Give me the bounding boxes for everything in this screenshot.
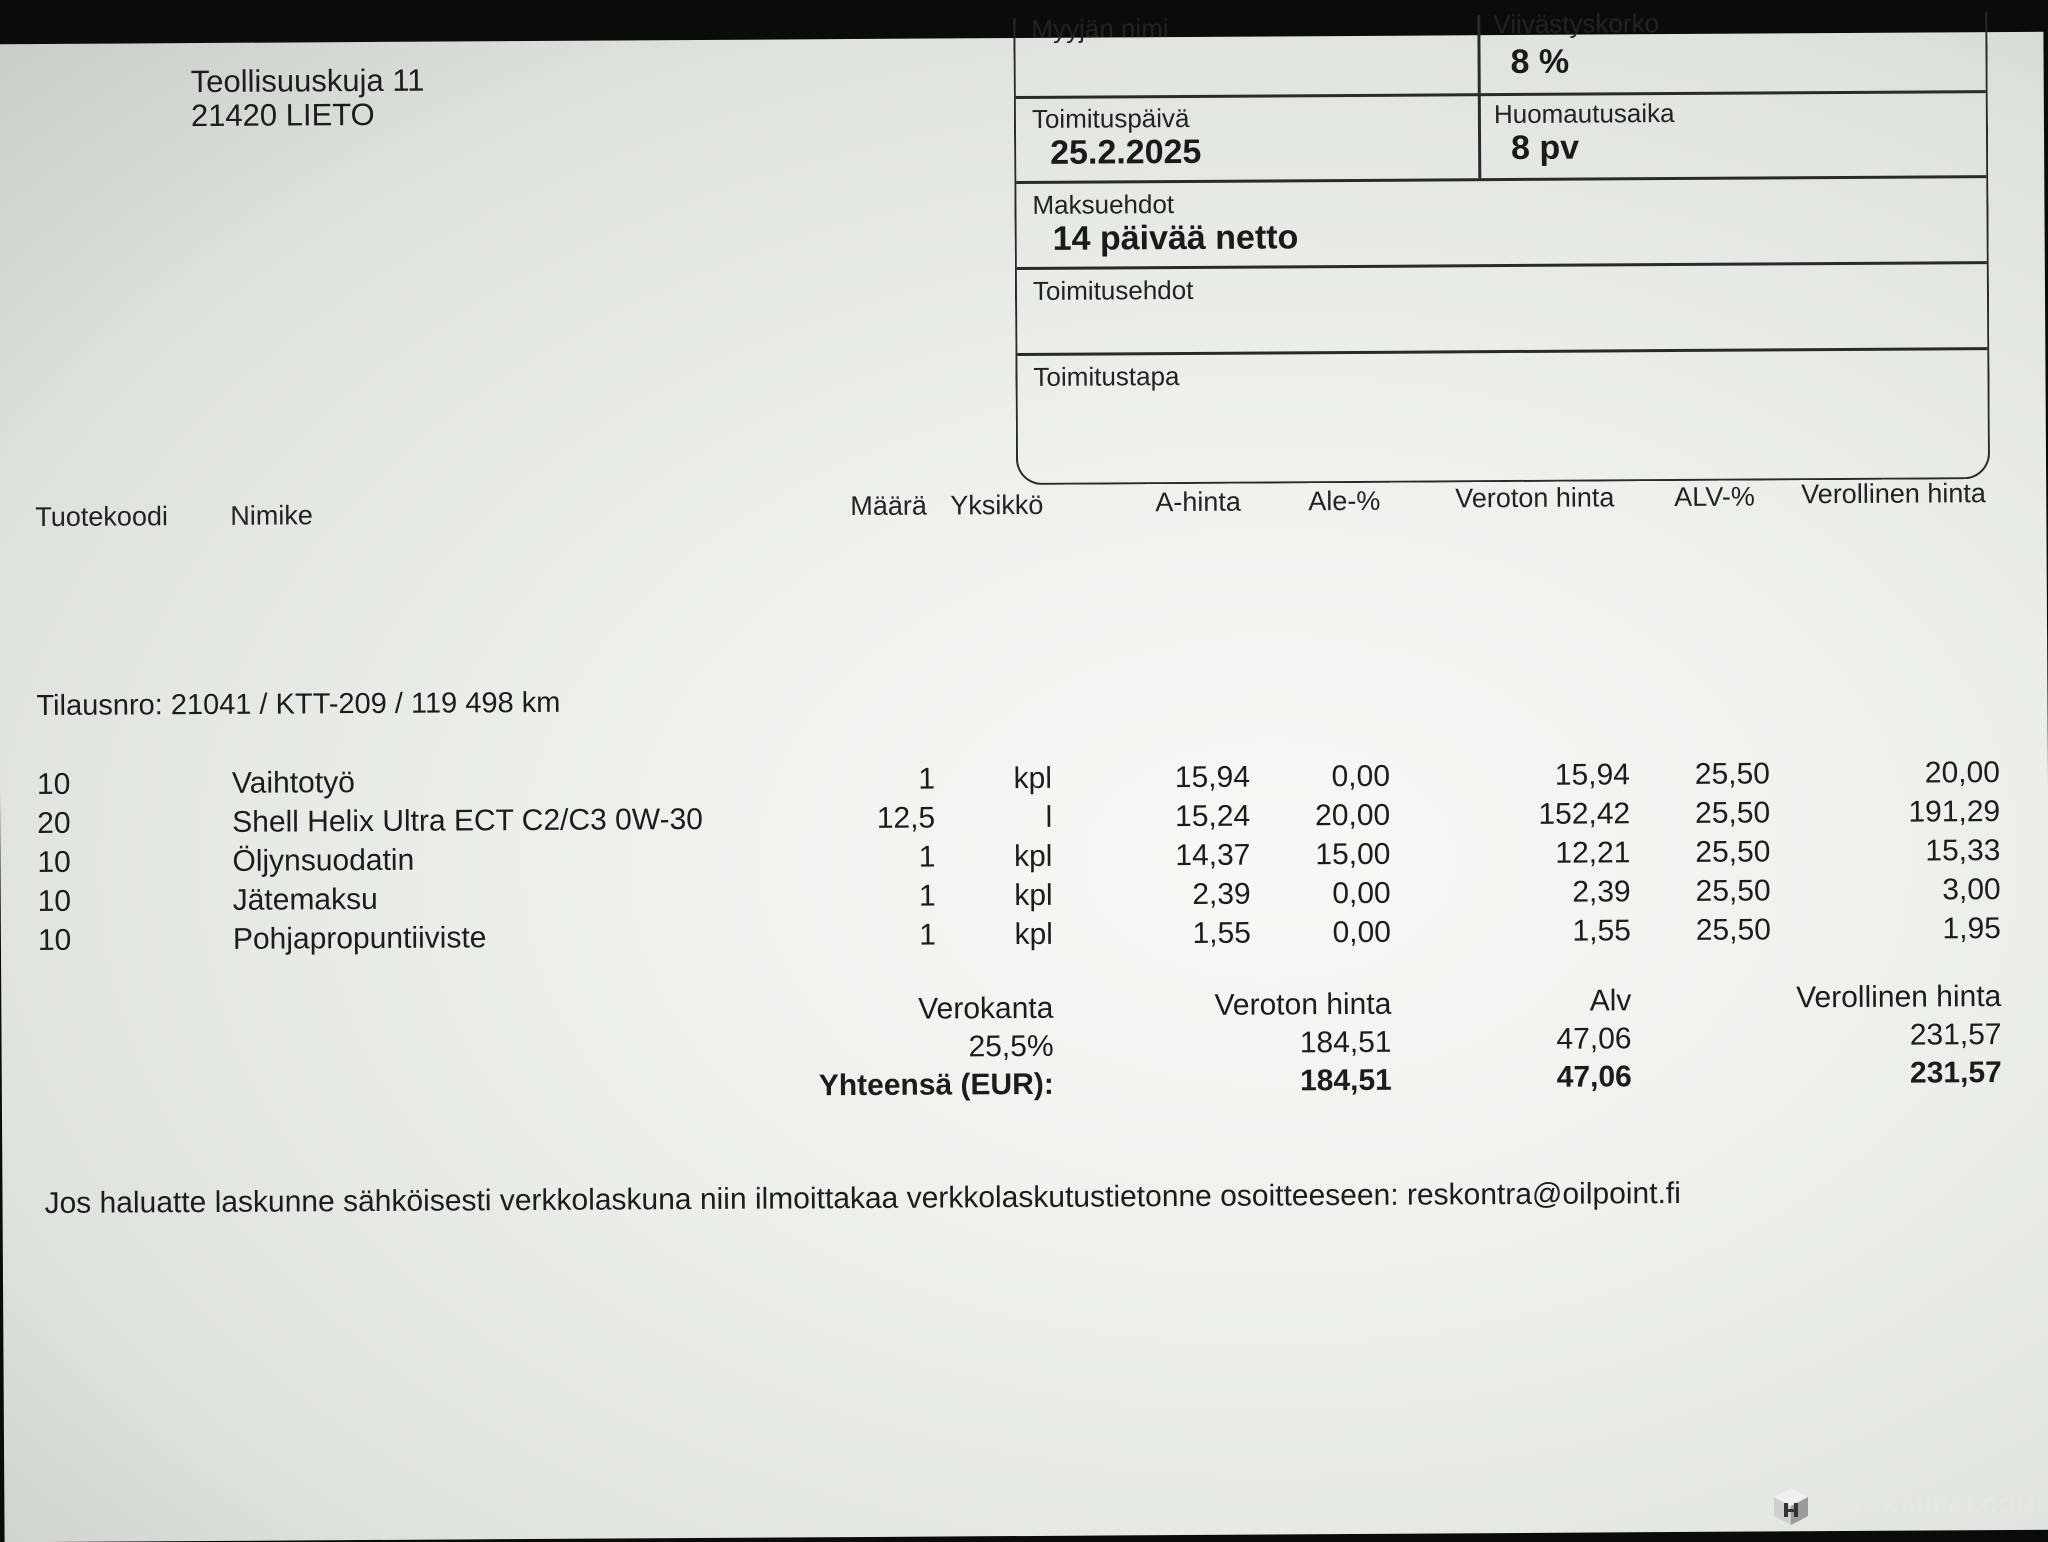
- cell-unit: kpl: [1014, 917, 1054, 952]
- cell-vat: 25,50: [1694, 796, 1771, 830]
- cell-unit: kpl: [1014, 878, 1053, 913]
- seller-city: 21420 LIETO: [190, 96, 375, 134]
- invoice-paper: [0, 8, 2048, 1542]
- cell-code: 10: [36, 767, 71, 802]
- header-qty: Määrä: [850, 490, 927, 522]
- complaint-period-label: Huomautusaika: [1493, 98, 1675, 130]
- seller-name-label: Myyjän nimi: [1031, 13, 1169, 44]
- summary-tax-rate-value: 25,5%: [968, 1029, 1054, 1064]
- header-unit: Yksikkö: [950, 489, 1044, 521]
- header-discount: Ale-%: [1308, 485, 1381, 517]
- cell-net: 1,55: [1572, 914, 1631, 948]
- cell-unit-price: 1,55: [1192, 916, 1251, 950]
- watermark-text: UUTOKAUPAT.COM: [1816, 1493, 2036, 1518]
- total-vat: 47,06: [1556, 1060, 1632, 1094]
- delivery-date-value: 25.2.2025: [1050, 132, 1202, 172]
- cell-net: 152,42: [1538, 797, 1631, 831]
- cell-qty: 1: [918, 762, 936, 796]
- total-gross: 231,57: [1909, 1056, 2002, 1090]
- seller-street: Teollisuuskuja 11: [190, 62, 425, 100]
- payment-terms-label: Maksuehdot: [1032, 189, 1175, 220]
- order-reference: Tilausnro: 21041 / KTT-209 / 119 498 km: [36, 686, 561, 723]
- cell-vat: 25,50: [1695, 874, 1771, 908]
- summary-tax-rate-label: Verokanta: [918, 991, 1054, 1026]
- header-vat-pct: ALV-%: [1674, 481, 1755, 513]
- cell-unit: kpl: [1013, 839, 1053, 874]
- late-interest-label: Viivästyskorko: [1493, 8, 1660, 40]
- payment-terms-value: 14 päivää netto: [1052, 218, 1299, 258]
- cell-qty: 1: [918, 879, 936, 913]
- header-gross-price: Verollinen hinta: [1801, 478, 1986, 510]
- cell-vat: 25,50: [1695, 835, 1771, 869]
- delivery-method-label: Toimitustapa: [1033, 361, 1180, 392]
- cell-net: 12,21: [1555, 836, 1631, 870]
- invoice-info-box: [1013, 8, 1990, 485]
- late-interest-value: 8 %: [1510, 42, 1570, 82]
- cell-gross: 1,95: [1942, 912, 2001, 946]
- cell-vat: 25,50: [1694, 757, 1771, 791]
- cell-net: 2,39: [1572, 875, 1631, 909]
- cell-name: Pohjapropuntiiviste: [232, 921, 487, 956]
- cell-name: Öljynsuodatin: [232, 843, 415, 878]
- header-code: Tuotekoodi: [35, 501, 169, 533]
- header-unit-price: A-hinta: [1155, 486, 1241, 518]
- cell-vat: 25,50: [1695, 913, 1771, 947]
- cell-code: 10: [37, 923, 72, 958]
- delivery-date-label: Toimituspäivä: [1031, 102, 1190, 134]
- header-net-price: Veroton hinta: [1455, 482, 1615, 514]
- cell-name: Vaihtotyö: [231, 766, 355, 800]
- cell-unit-price: 15,24: [1175, 799, 1251, 834]
- cell-discount: 20,00: [1315, 798, 1391, 833]
- cell-code: 10: [37, 884, 72, 919]
- total-label: Yhteensä (EUR):: [818, 1067, 1054, 1103]
- cell-name: Jätemaksu: [232, 882, 378, 917]
- cell-net: 15,94: [1554, 758, 1631, 792]
- cell-gross: 191,29: [1908, 795, 2001, 829]
- cell-unit-price: 2,39: [1192, 877, 1251, 911]
- cell-qty: 1: [919, 918, 937, 952]
- cell-discount: 0,00: [1332, 915, 1391, 950]
- cube-logo-icon: [1771, 1486, 1811, 1526]
- cell-name: Shell Helix Ultra ECT C2/C3 0W-30: [232, 802, 704, 839]
- complaint-period-value: 8 pv: [1510, 128, 1580, 168]
- summary-net-value: 184,51: [1299, 1025, 1392, 1060]
- header-name: Nimike: [230, 500, 313, 531]
- cell-gross: 3,00: [1942, 873, 2001, 907]
- cell-unit-price: 14,37: [1175, 838, 1251, 873]
- cell-gross: 20,00: [1924, 756, 2001, 790]
- cell-code: 20: [37, 806, 71, 841]
- summary-vat-value: 47,06: [1556, 1022, 1632, 1056]
- summary-gross-label: Verollinen hinta: [1796, 980, 2002, 1015]
- delivery-terms-label: Toimitusehdot: [1032, 274, 1194, 306]
- cell-unit-price: 15,94: [1174, 760, 1251, 795]
- cell-discount: 0,00: [1331, 759, 1391, 794]
- total-net: 184,51: [1299, 1063, 1392, 1098]
- cell-unit: kpl: [1013, 761, 1053, 796]
- summary-net-label: Veroton hinta: [1214, 987, 1392, 1022]
- footer-note: Jos haluatte laskunne sähköisesti verkkolaskuna niin ilmoittakaa verkkolaskutustietonne osoitteeseen: reskontra@oilpoint.fi: [44, 1176, 1681, 1220]
- cell-qty: 1: [918, 840, 936, 874]
- summary-gross-value: 231,57: [1909, 1018, 2002, 1052]
- cell-unit: l: [1045, 800, 1053, 834]
- cell-code: 10: [37, 845, 71, 880]
- summary-vat-label: Alv: [1589, 984, 1632, 1018]
- cell-discount: 15,00: [1315, 837, 1391, 872]
- cell-gross: 15,33: [1925, 834, 2001, 868]
- cell-qty: 12,5: [876, 801, 936, 835]
- cell-discount: 0,00: [1332, 876, 1391, 911]
- watermark: [1771, 1486, 2036, 1526]
